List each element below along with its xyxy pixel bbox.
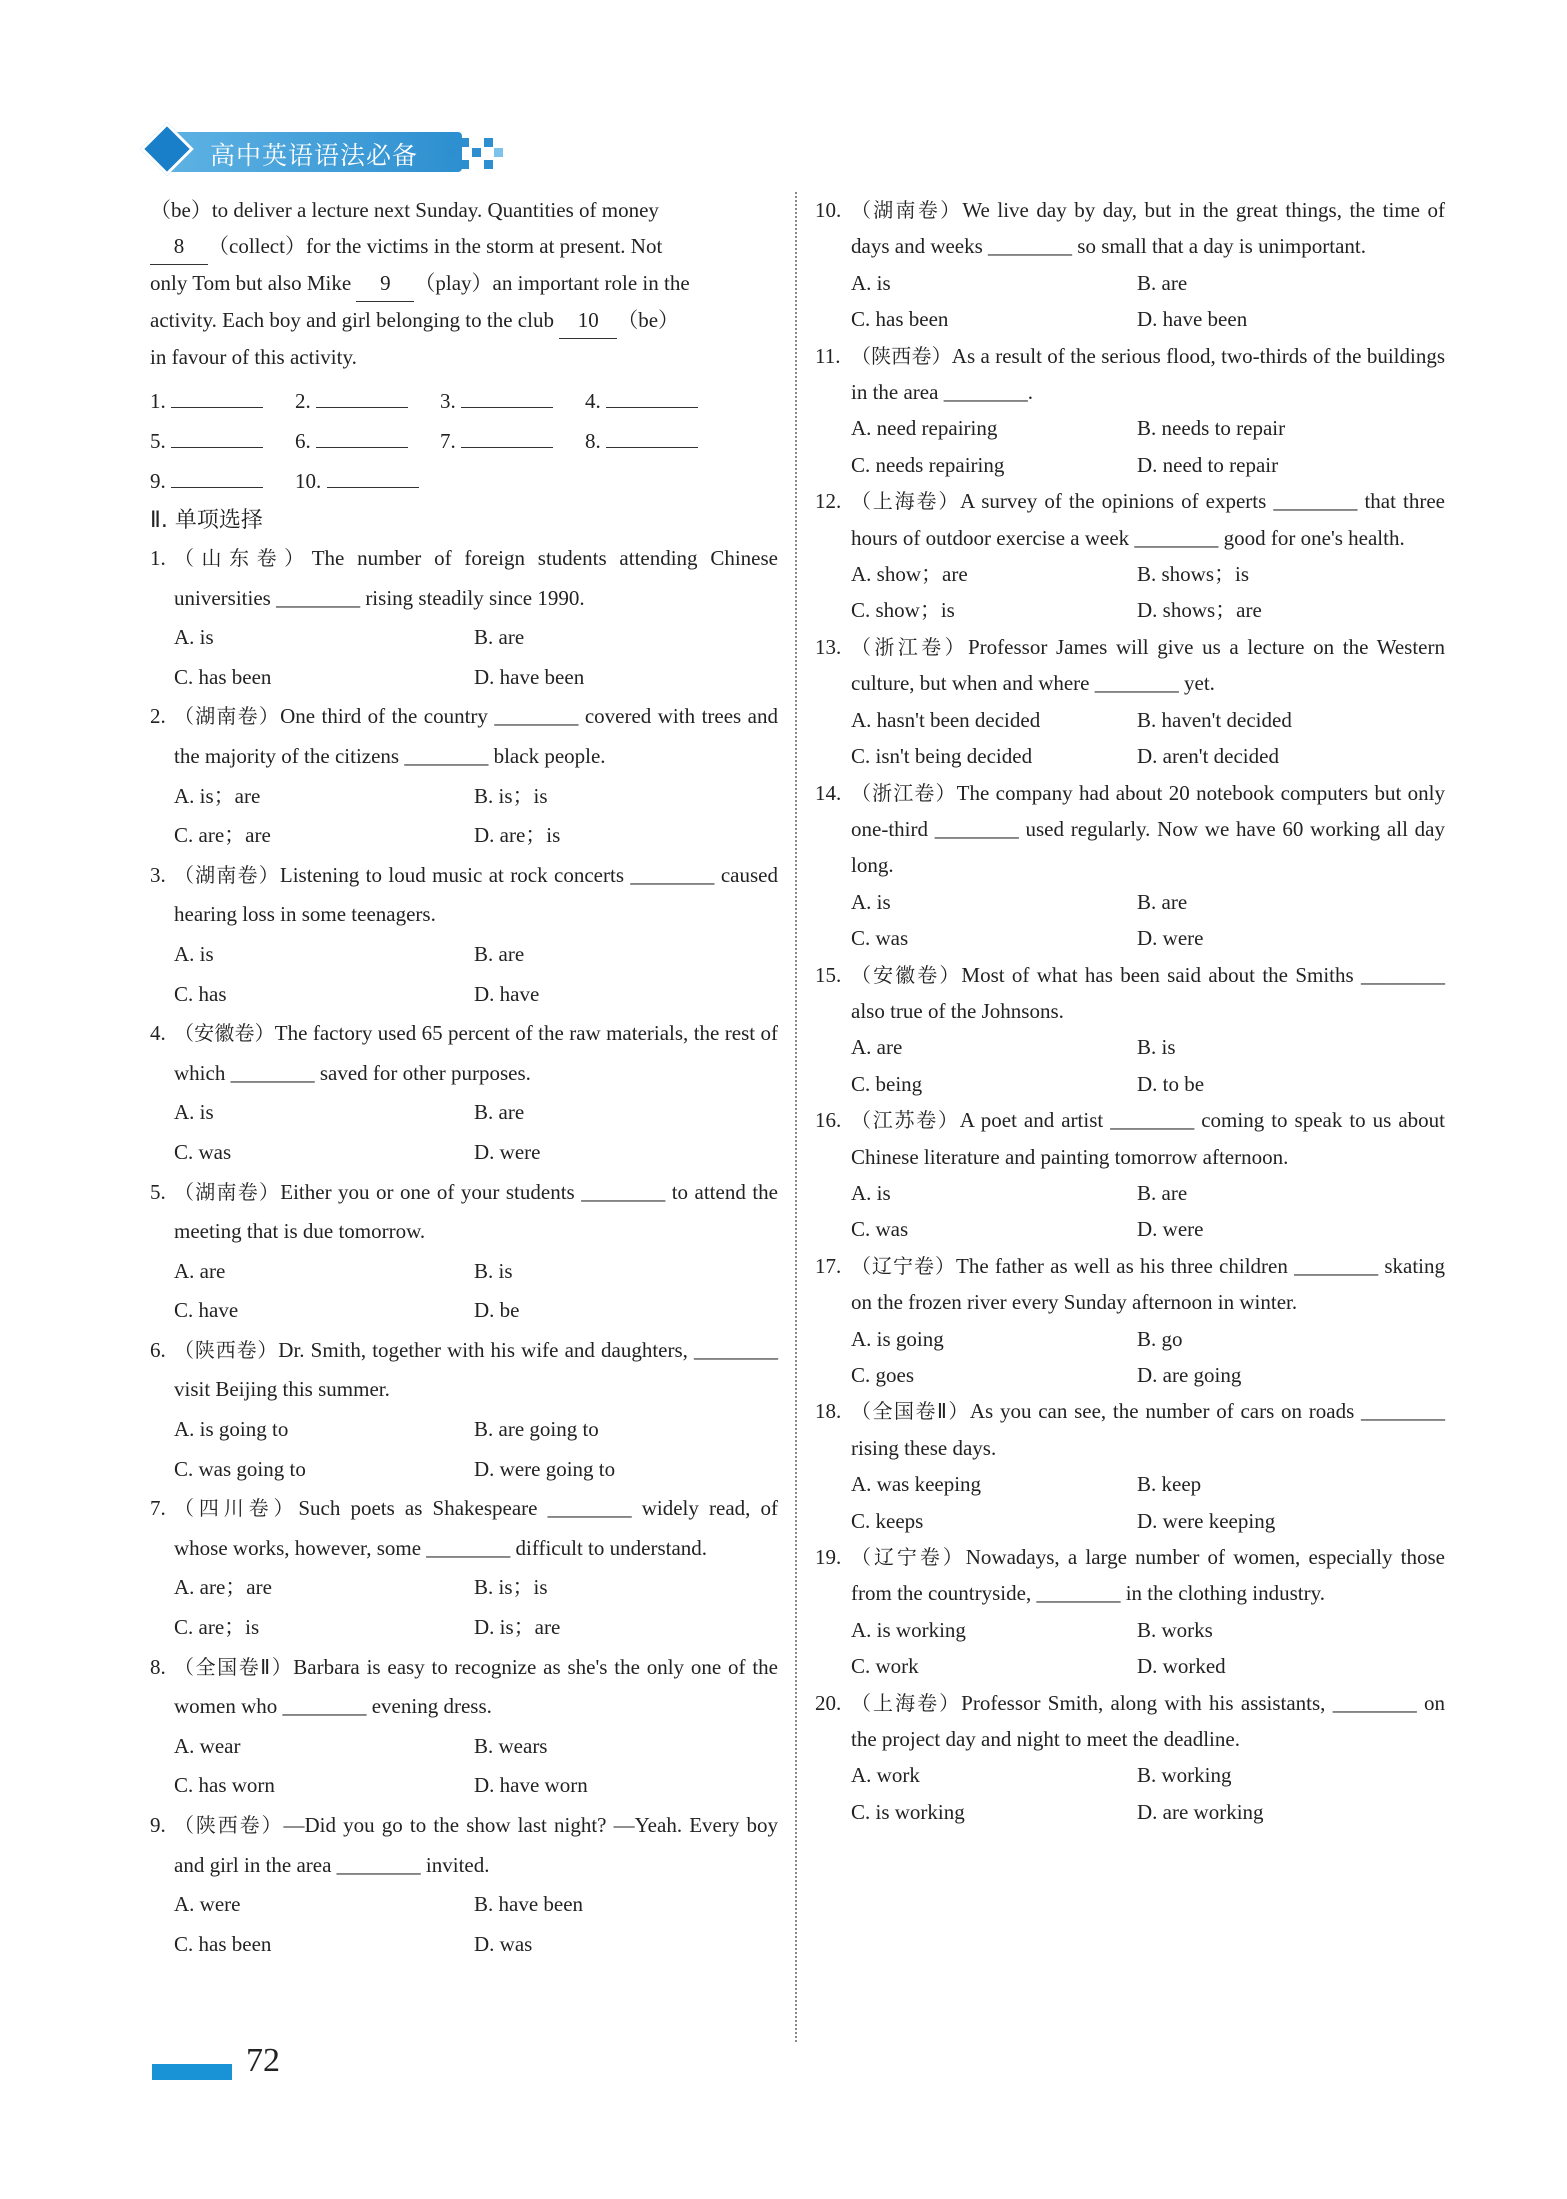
option-a[interactable]: A. show；are <box>851 562 968 587</box>
book-title: 高中英语语法必备 <box>210 141 419 170</box>
option-d[interactable]: D. have <box>474 981 540 1006</box>
option-a[interactable]: A. is <box>851 1180 891 1205</box>
passage-text: activity. Each boy and girl belonging to the club <box>150 308 554 332</box>
option-c[interactable]: C. was going to <box>174 1456 306 1481</box>
answer-label: 2. <box>295 389 311 413</box>
option-d[interactable]: D. have been <box>1137 307 1248 332</box>
question-item <box>815 1685 1445 1831</box>
question-number: 9. <box>150 1813 166 1837</box>
question-list-left <box>150 539 778 1964</box>
option-grid <box>174 1410 778 1489</box>
answer-label: 9. <box>150 469 166 493</box>
question-stem <box>174 1806 778 1885</box>
question-text: Either you or one of your students ________ to attend the meeting that is due tomorrow. <box>174 1179 778 1244</box>
option-grid <box>174 618 778 697</box>
question-stem <box>851 338 1445 411</box>
option-c[interactable]: C. work <box>851 1654 919 1679</box>
question-number: 10. <box>815 198 842 222</box>
passage-text: only Tom but also Mike <box>150 271 352 295</box>
option-c[interactable]: C. needs repairing <box>851 452 1005 477</box>
question-stem <box>174 1014 778 1093</box>
question-source: （上海卷） <box>851 489 961 514</box>
right-column <box>815 192 1445 1830</box>
option-a[interactable]: A. is <box>174 625 214 650</box>
question-item <box>815 192 1445 338</box>
question-stem <box>174 697 778 776</box>
option-a[interactable]: A. was keeping <box>851 1472 982 1497</box>
question-text: The number of foreign students attending Chinese universities ________ rising steadily since 1990. <box>174 546 778 610</box>
question-item <box>150 1806 778 1964</box>
question-source: （浙江卷） <box>851 780 957 805</box>
question-item <box>815 483 1445 629</box>
passage-text: （collect）for the victims in the storm at present. Not <box>208 234 663 258</box>
option-d[interactable]: D. need to repair <box>1137 452 1279 477</box>
question-text: Most of what has been said about the Smiths ________ also true of the Johnsons. <box>851 962 1446 1023</box>
option-a[interactable]: A. are <box>851 1035 903 1060</box>
question-source: （辽宁卷） <box>851 1253 957 1278</box>
question-item <box>150 1173 778 1331</box>
question-text: Professor James will give us a lecture on the Western culture, but when and where ________ yet. <box>851 634 1445 696</box>
option-grid <box>174 1727 778 1806</box>
question-stem <box>174 1331 778 1410</box>
option-grid <box>851 1321 1445 1394</box>
option-a[interactable]: A. wear <box>174 1733 241 1758</box>
question-number: 1. <box>150 546 166 570</box>
question-text: We live day by day, but in the great things, the time of days and weeks ________ so small that a day is unimportant. <box>851 198 1445 259</box>
answer-slot[interactable] <box>585 381 730 421</box>
option-c[interactable]: C. goes <box>851 1363 914 1387</box>
passage-line <box>150 228 778 265</box>
option-a[interactable]: A. were <box>174 1892 241 1917</box>
option-grid <box>851 702 1445 775</box>
question-text: A poet and artist ________ coming to speak to us about Chinese literature and painting tomorrow afternoon. <box>851 1108 1446 1169</box>
option-b[interactable]: B. is <box>474 1258 513 1283</box>
question-source: （浙江卷） <box>851 634 968 659</box>
question-number: 4. <box>150 1021 166 1046</box>
column-divider <box>795 192 797 2042</box>
cloze-passage <box>150 192 778 375</box>
option-c[interactable]: C. has been <box>851 307 949 332</box>
question-item <box>815 338 1445 484</box>
option-grid <box>851 556 1445 629</box>
option-b[interactable]: B. shows；is <box>1137 562 1250 587</box>
option-c[interactable]: C. has been <box>174 1931 272 1956</box>
question-source: （陕西卷） <box>851 343 952 368</box>
question-number: 16. <box>815 1108 842 1133</box>
question-text: The father as well as his three children ________ skating on the frozen river every Sunday afternoon in winter. <box>851 1253 1446 1315</box>
option-d[interactable]: D. shows；are <box>1137 598 1262 623</box>
answer-slot[interactable] <box>295 421 440 461</box>
question-stem <box>851 1539 1445 1612</box>
question-item <box>815 1248 1445 1394</box>
option-a[interactable]: A. work <box>851 1763 920 1788</box>
option-d[interactable]: D. worked <box>1137 1654 1226 1679</box>
option-c[interactable]: C. has been <box>174 664 272 689</box>
answer-row <box>150 381 778 421</box>
question-number: 2. <box>150 704 166 729</box>
question-stem <box>851 629 1445 702</box>
option-grid <box>174 1093 778 1172</box>
question-stem <box>851 483 1445 556</box>
option-d[interactable]: D. be <box>474 1298 520 1323</box>
option-d[interactable]: D. were going to <box>474 1456 616 1481</box>
option-b[interactable]: B. needs to repair <box>1137 416 1286 441</box>
answer-slot[interactable] <box>440 421 585 461</box>
question-stem <box>174 539 778 618</box>
option-b[interactable]: B. haven't decided <box>1137 707 1292 732</box>
answer-label: 3. <box>440 389 456 413</box>
question-item <box>150 856 778 1014</box>
question-text: Professor Smith, along with his assistants, ________ on the project day and night to meet the deadline. <box>851 1690 1445 1752</box>
option-a[interactable]: A. need repairing <box>851 416 998 441</box>
answer-slot[interactable] <box>150 461 295 501</box>
question-source: （辽宁卷） <box>851 1545 966 1570</box>
question-source: （安徽卷） <box>174 1021 275 1046</box>
answer-lines <box>150 381 778 501</box>
question-source: （陕西卷） <box>174 1813 284 1837</box>
option-a[interactable]: A. is；are <box>174 783 261 808</box>
answer-label: 5. <box>150 429 166 453</box>
question-item <box>815 775 1445 957</box>
option-c[interactable]: C. have <box>174 1298 239 1323</box>
question-number: 7. <box>150 1496 166 1521</box>
question-source: （陕西卷） <box>174 1337 279 1362</box>
question-item <box>150 1648 778 1806</box>
option-b[interactable]: B. are <box>474 941 525 966</box>
option-b[interactable]: B. is <box>1137 1035 1176 1060</box>
option-d[interactable]: D. were <box>474 1139 541 1164</box>
option-d[interactable]: D. are going <box>1137 1363 1242 1387</box>
page-number-bar <box>152 2064 232 2080</box>
question-text: Listening to loud music at rock concerts ________ caused hearing loss in some teenagers. <box>174 862 778 927</box>
question-text: A survey of the opinions of experts ________ that three hours of outdoor exercise a week ________ good for one's health. <box>851 489 1446 550</box>
passage-line <box>150 302 778 339</box>
question-source: （湖南卷） <box>174 1179 281 1204</box>
option-d[interactable]: D. were keeping <box>1137 1508 1276 1533</box>
question-stem <box>174 1489 778 1568</box>
answer-label: 1. <box>150 389 166 413</box>
option-c[interactable]: C. isn't being decided <box>851 744 1033 769</box>
question-source: （全国卷Ⅱ） <box>174 1654 294 1679</box>
passage-line <box>150 265 778 302</box>
option-c[interactable]: C. was <box>851 926 909 951</box>
question-source: （江苏卷） <box>851 1108 960 1133</box>
question-text: Such poets as Shakespeare ________ widely read, of whose works, however, some ________ difficult to understand. <box>174 1496 779 1560</box>
option-grid <box>174 777 778 856</box>
question-stem <box>174 1648 778 1727</box>
question-stem <box>851 192 1445 265</box>
option-c[interactable]: C. are；is <box>174 1615 260 1640</box>
option-a[interactable]: A. are；are <box>174 1575 272 1600</box>
passage-text: （be） <box>617 308 680 332</box>
question-stem <box>851 1248 1445 1321</box>
option-c[interactable]: C. are；are <box>174 823 271 848</box>
option-c[interactable]: C. was <box>851 1217 909 1242</box>
left-column <box>150 192 778 1964</box>
question-text: As a result of the serious flood, two-thirds of the buildings in the area ________. <box>851 343 1446 405</box>
question-stem <box>851 957 1445 1030</box>
question-number: 18. <box>815 1399 842 1424</box>
option-d[interactable]: D. was <box>474 1931 533 1956</box>
question-item <box>815 629 1445 775</box>
option-grid <box>851 265 1445 338</box>
question-number: 12. <box>815 489 842 514</box>
answer-slot[interactable] <box>150 421 295 461</box>
option-b[interactable]: B. are <box>474 625 525 650</box>
question-number: 8. <box>150 1654 166 1679</box>
question-stem <box>851 1102 1445 1175</box>
option-d[interactable]: D. have worn <box>474 1773 588 1798</box>
option-b[interactable]: B. are <box>474 1100 525 1125</box>
option-a[interactable]: A. is <box>174 941 214 966</box>
question-source: （山东卷） <box>174 546 312 570</box>
answer-label: 4. <box>585 389 601 413</box>
option-b[interactable]: B. are <box>1137 270 1188 295</box>
answer-slot[interactable] <box>440 381 585 421</box>
pixel-pattern-icon <box>448 134 504 174</box>
option-grid <box>851 884 1445 957</box>
question-item <box>150 1331 778 1489</box>
question-text: The factory used 65 percent of the raw materials, the rest of which ________ saved for other purposes. <box>174 1021 778 1085</box>
question-number: 13. <box>815 634 842 659</box>
question-item <box>815 957 1445 1103</box>
option-a[interactable]: A. is <box>174 1100 214 1125</box>
option-d[interactable]: D. are；is <box>474 823 561 848</box>
option-a[interactable]: A. is working <box>851 1617 966 1642</box>
option-b[interactable]: B. works <box>1137 1617 1213 1642</box>
option-d[interactable]: D. to be <box>1137 1071 1205 1096</box>
option-c[interactable]: C. has <box>174 981 227 1006</box>
question-text: The company had about 20 notebook computers but only one-third ________ used regularly. Now we have 60 working all day long. <box>851 780 1446 878</box>
question-text: Barbara is easy to recognize as she's the only one of the women who ________ evening dress. <box>174 1654 778 1719</box>
question-source: （全国卷Ⅱ） <box>851 1399 970 1424</box>
option-b[interactable]: B. is；is <box>474 783 548 808</box>
option-d[interactable]: D. have been <box>474 664 585 689</box>
question-source: （安徽卷） <box>851 962 962 987</box>
question-text: —Did you go to the show last night? —Yeah. Every boy and girl in the area ________ invited. <box>174 1813 779 1877</box>
option-b[interactable]: B. wears <box>474 1733 548 1758</box>
option-grid <box>851 1612 1445 1685</box>
option-d[interactable]: D. aren't decided <box>1137 744 1279 769</box>
option-b[interactable]: B. are going to <box>474 1417 599 1442</box>
option-d[interactable]: D. were <box>1137 1217 1204 1242</box>
option-c[interactable]: C. has worn <box>174 1773 275 1798</box>
question-item <box>150 1489 778 1647</box>
book-header <box>148 128 508 176</box>
blank-10[interactable]: 10 <box>559 302 617 339</box>
question-number: 11. <box>815 343 841 368</box>
question-source: （湖南卷） <box>851 198 963 222</box>
answer-label: 7. <box>440 429 456 453</box>
question-source: （湖南卷） <box>174 862 280 887</box>
option-b[interactable]: B. is；is <box>474 1575 548 1600</box>
passage-text: （play）an important role in the <box>414 271 690 295</box>
option-c[interactable]: C. is working <box>851 1799 965 1824</box>
option-a[interactable]: A. are <box>174 1258 226 1283</box>
section-title: Ⅱ. 单项选择 <box>150 508 263 533</box>
question-number: 3. <box>150 862 166 887</box>
option-grid <box>851 1175 1445 1248</box>
blank-8[interactable]: 8 <box>150 228 208 265</box>
option-b[interactable]: B. go <box>1137 1326 1183 1351</box>
option-grid <box>851 1757 1445 1830</box>
option-d[interactable]: D. are working <box>1137 1799 1264 1824</box>
question-number: 20. <box>815 1690 842 1715</box>
option-grid <box>851 1466 1445 1539</box>
option-c[interactable]: C. show；is <box>851 598 955 623</box>
question-number: 17. <box>815 1253 842 1278</box>
question-stem <box>851 1393 1445 1466</box>
question-source: （四川卷） <box>174 1496 299 1521</box>
option-grid <box>174 935 778 1014</box>
question-list-right <box>815 192 1445 1830</box>
option-c[interactable]: C. being <box>851 1071 923 1096</box>
option-grid <box>851 1029 1445 1102</box>
question-text: Dr. Smith, together with his wife and daughters, ________ visit Beijing this summer. <box>174 1337 779 1402</box>
answer-label: 8. <box>585 429 601 453</box>
option-c[interactable]: C. was <box>174 1139 232 1164</box>
question-item <box>815 1539 1445 1685</box>
question-number: 15. <box>815 962 842 987</box>
question-item <box>150 697 778 855</box>
option-b[interactable]: B. are <box>1137 889 1188 914</box>
question-item <box>815 1393 1445 1539</box>
option-c[interactable]: C. keeps <box>851 1508 924 1533</box>
option-grid <box>174 1568 778 1647</box>
question-source: （上海卷） <box>851 1690 962 1715</box>
option-d[interactable]: D. is；are <box>474 1615 561 1640</box>
question-number: 19. <box>815 1545 842 1570</box>
question-stem <box>174 856 778 935</box>
question-item <box>150 1014 778 1172</box>
option-grid <box>174 1252 778 1331</box>
passage-line: （be）to deliver a lecture next Sunday. Quantities of money <box>150 198 659 222</box>
question-number: 5. <box>150 1179 166 1204</box>
answer-row <box>150 421 778 461</box>
answer-slot[interactable] <box>150 381 295 421</box>
page-number: 72 <box>246 2042 280 2079</box>
question-number: 14. <box>815 780 842 805</box>
question-stem <box>851 775 1445 884</box>
blank-9[interactable]: 9 <box>356 265 414 302</box>
option-a[interactable]: A. hasn't been decided <box>851 707 1041 732</box>
question-text: Nowadays, a large number of women, especially those from the countryside, ________ in the clothing industry. <box>851 1545 1445 1606</box>
question-stem <box>851 1685 1445 1758</box>
option-b[interactable]: B. have been <box>474 1892 584 1917</box>
question-stem <box>174 1173 778 1252</box>
question-source: （湖南卷） <box>174 704 281 729</box>
question-number: 6. <box>150 1337 166 1362</box>
option-b[interactable]: B. are <box>1137 1180 1188 1205</box>
answer-row <box>150 461 778 501</box>
answer-slot[interactable] <box>295 461 440 501</box>
question-text: As you can see, the number of cars on roads ________ rising these days. <box>851 1399 1446 1460</box>
option-a[interactable]: A. is going <box>851 1326 944 1351</box>
answer-slot[interactable] <box>295 381 440 421</box>
question-text: One third of the country ________ covered with trees and the majority of the citizens ________ black people. <box>174 704 779 768</box>
answer-label: 6. <box>295 429 311 453</box>
answer-label: 10. <box>295 469 322 493</box>
option-a[interactable]: A. is going to <box>174 1417 289 1442</box>
option-grid <box>851 410 1445 483</box>
question-item <box>815 1102 1445 1248</box>
passage-line: in favour of this activity. <box>150 345 357 369</box>
option-b[interactable]: B. keep <box>1137 1472 1202 1497</box>
question-item <box>150 539 778 697</box>
option-b[interactable]: B. working <box>1137 1763 1232 1788</box>
option-d[interactable]: D. were <box>1137 926 1204 951</box>
option-a[interactable]: A. is <box>851 270 891 295</box>
answer-slot[interactable] <box>585 421 730 461</box>
option-grid <box>174 1885 778 1964</box>
option-a[interactable]: A. is <box>851 889 891 914</box>
